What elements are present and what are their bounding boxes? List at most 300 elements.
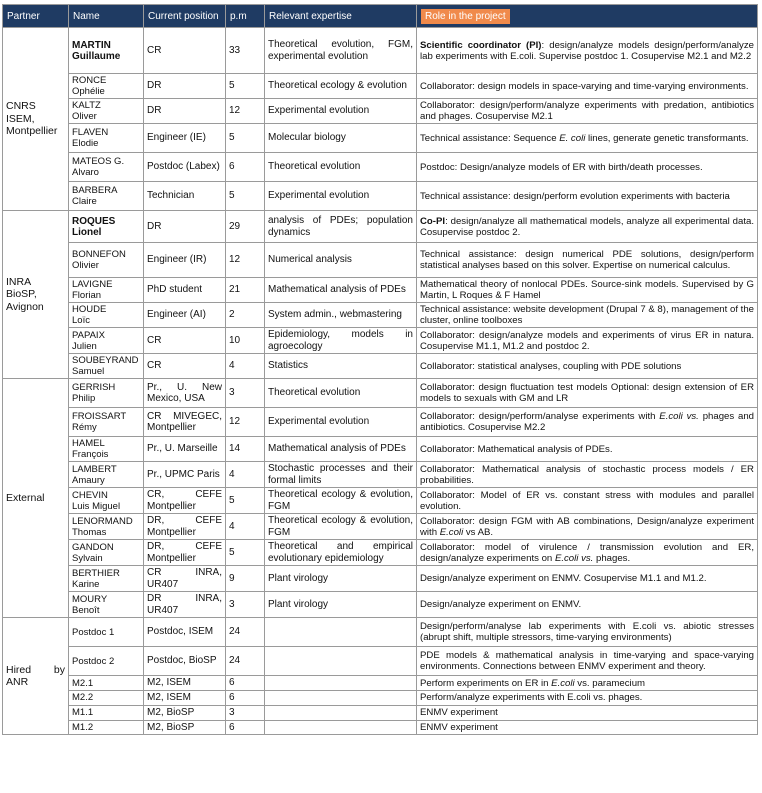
position-text: CR INRA, UR407 [147,567,222,590]
person-name: BARBERA [72,185,118,196]
role-cell [417,379,758,408]
table-row [3,28,758,74]
expertise-cell [265,28,417,74]
name-line [72,490,140,501]
name-cell [69,211,144,243]
person-name: Thomas [72,526,107,538]
role-text: ENMV experiment [420,707,498,718]
table-row [3,303,758,328]
partner-line [6,276,65,289]
name-cell [69,566,144,592]
position-cell [144,28,226,74]
role-text: Collaborator: design models in space-varying and time-varying environments. [420,80,749,92]
pm-value: 29 [229,220,241,232]
name-line [72,516,140,527]
name-line [72,330,140,341]
pm-cell [226,514,265,540]
role-text: Collaborator: design/perform/analyze experiments with predation, antibiotics and phages. Cosupervise M2.1 [420,100,754,122]
position-cell [144,462,226,488]
name-line [72,185,140,196]
position-cell [144,488,226,514]
expertise-cell [265,354,417,379]
position-cell [144,705,226,720]
pm-cell [226,379,265,408]
partner-text: Hired by [6,663,65,676]
name-line [72,678,140,689]
name-line [72,382,140,393]
expertise-cell [265,705,417,720]
pm-value: 12 [229,254,241,266]
name-line [72,579,140,590]
expertise-text: Experimental evolution [268,105,370,117]
person-name: M2.1 [72,677,94,689]
position-cell [144,153,226,182]
pm-value: 4 [229,520,235,532]
person-name: M2.2 [72,692,94,704]
person-name: François [72,449,109,460]
person-name: Luis Miguel [72,500,121,512]
position-cell [144,243,226,278]
table-row [3,540,758,566]
partner-text: Avignon [6,300,44,313]
person-name: MARTIN [72,39,111,51]
role-text: ENMV experiment [420,721,498,733]
person-name: Amaury [72,474,105,486]
expertise-text: Epidemiology, models in agroecology [268,329,413,352]
table-row [3,243,758,278]
pm-value: 5 [229,80,235,92]
pm-value: 3 [229,706,235,718]
position-cell [144,676,226,691]
expertise-cell [265,540,417,566]
person-name: Loïc [72,315,90,326]
role-cell [417,691,758,706]
name-line [72,542,140,553]
position-cell [144,691,226,706]
position-text: CR, CEFE Montpellier [147,489,222,512]
role-cell [417,303,758,328]
position-cell [144,618,226,647]
position-cell [144,379,226,408]
position-text: CR [147,44,162,56]
person-name: MOURY [72,593,108,605]
name-line [72,260,140,271]
pm-value: 21 [229,284,241,296]
table-row [3,676,758,691]
name-line [72,692,140,703]
person-name: Postdoc 1 [72,626,115,638]
position-cell [144,647,226,676]
name-line [72,527,140,538]
role-italic: E.coli [439,526,464,538]
position-cell [144,592,226,618]
expertise-text: analysis of PDEs; population dynamics [268,215,413,238]
role-cell [417,278,758,303]
person-name: Julien [72,340,97,352]
pm-cell [226,278,265,303]
expertise-cell [265,691,417,706]
cropped-title-strip [0,0,762,3]
expertise-cell [265,437,417,462]
name-line [72,51,140,62]
name-cell [69,124,144,153]
name-line [72,40,140,51]
expertise-cell [265,618,417,647]
person-name: Olivier [72,260,99,271]
pm-value: 5 [229,546,235,558]
expertise-cell [265,379,417,408]
position-text: DR, CEFE Montpellier [147,515,222,538]
name-line [72,501,140,512]
expertise-text: Theoretical ecology & evolution, FGM [268,489,413,512]
role-text: PDE models & mathematical analysis in time-varying and space-varying environments. Connections between ENMV experiment and theory. [420,650,754,672]
table-row [3,705,758,720]
position-text: CR [147,334,162,346]
pm-cell [226,720,265,735]
position-cell [144,437,226,462]
pm-value: 10 [229,334,241,346]
person-name: Alvaro [72,167,99,178]
pm-cell [226,182,265,211]
name-line [72,422,140,433]
person-name: HOUDE [72,304,107,315]
expertise-cell [265,303,417,328]
expertise-text: Statistics [268,360,309,372]
position-text: Pr., U. Marseille [147,443,218,455]
name-line [72,627,140,638]
name-line [72,605,140,616]
expertise-cell [265,647,417,676]
role-text: Design/analyze experiment on ENMV. [420,599,582,610]
table-row [3,379,758,408]
pm-value: 6 [229,161,235,173]
expertise-cell [265,676,417,691]
pm-cell [226,328,265,354]
name-line [72,707,140,718]
position-cell [144,182,226,211]
name-line [72,553,140,564]
name-line [72,449,140,460]
name-line [72,249,140,260]
person-name: LAVIGNE [72,279,113,290]
person-name: KALTZ [72,100,101,111]
name-line [72,656,140,667]
position-cell [144,408,226,437]
expertise-cell [265,278,417,303]
pm-cell [226,566,265,592]
role-text-pre: Perform experiments on ER in [420,677,552,689]
partner-cell [3,211,69,379]
partner-line [6,288,65,301]
role-cell [417,720,758,735]
person-name: LAMBERT [72,463,117,475]
header-name: Name [69,5,144,28]
person-name: HAMEL [72,438,105,449]
expertise-text: Theoretical ecology & evolution [268,80,407,92]
pm-value: 12 [229,105,241,117]
pm-cell [226,437,265,462]
partners-table [2,4,758,735]
role-lead: Scientific coordinator (PI) [420,39,542,51]
name-line [72,75,140,86]
name-cell [69,691,144,706]
pm-value: 2 [229,309,235,321]
position-cell [144,514,226,540]
position-text: PhD student [147,284,203,296]
header-row [3,5,758,28]
role-text: Technical assistance: website development (Drupal 7 & 8), management of the cluster, online toolboxes [420,304,754,326]
pm-cell [226,705,265,720]
pm-cell [226,676,265,691]
role-text-pre: Collaborator: design FGM with AB combinations, Design/analyze experiment with [420,515,754,538]
role-italic: E. coli [559,132,586,144]
role-text: Collaborator: design fluctuation test models Optional: design extension of ER models to sexuals with GM and LR [420,382,754,404]
expertise-text: Molecular biology [268,132,346,144]
table-row [3,74,758,99]
position-cell [144,99,226,124]
expertise-text: Numerical analysis [268,254,352,266]
header-position: Current position [144,5,226,28]
role-cell [417,514,758,540]
partner-text: External [6,491,45,504]
name-line [72,722,140,733]
position-cell [144,540,226,566]
person-name: Postdoc 2 [72,655,115,667]
expertise-cell [265,488,417,514]
pm-cell [226,618,265,647]
partner-text: INRA [6,275,32,288]
table-row [3,182,758,211]
person-name: FLAVEN [72,127,109,138]
name-line [72,100,140,111]
name-cell [69,153,144,182]
position-text: DR INRA, UR407 [147,593,222,616]
name-line [72,568,140,579]
table-row [3,691,758,706]
name-line [72,475,140,486]
position-text: CR MIVEGEC, Montpellier [147,410,222,433]
position-text: Pr., U. New Mexico, USA [147,381,222,404]
role-text: : design/analyze all mathematical models, analyze all experimental data. Cosupervise postdoc 2. [420,215,754,238]
expertise-cell [265,182,417,211]
pm-value: 4 [229,360,235,372]
position-cell [144,566,226,592]
name-cell [69,303,144,328]
role-italic: E.coli vs. [659,411,699,422]
role-cell [417,592,758,618]
position-cell [144,278,226,303]
name-line [72,315,140,326]
role-header-highlight: Role in the project [421,9,510,24]
role-text: Collaborator: Mathematical analysis of stochastic process models / ER probabilities. [420,463,754,486]
name-cell [69,408,144,437]
table-row [3,354,758,379]
name-cell [69,720,144,735]
name-line [72,86,140,97]
person-name: PAPAIX [72,329,105,341]
table-row [3,211,758,243]
pm-cell [226,99,265,124]
expertise-cell [265,99,417,124]
expertise-cell [265,514,417,540]
pm-cell [226,462,265,488]
person-name: ROQUES [72,215,116,227]
name-line [72,227,140,238]
position-text: DR [147,80,162,92]
role-text-pre: Technical assistance: Sequence [420,132,560,144]
header-pm: p.m [226,5,265,28]
person-name: GANDON [72,541,114,553]
person-name: RONCE [72,75,107,86]
name-cell [69,99,144,124]
partner-line [6,301,65,314]
role-text: vs AB. [463,526,494,538]
pm-cell [226,691,265,706]
expertise-cell [265,243,417,278]
position-text: M2, BioSP [147,721,195,733]
pm-value: 14 [229,443,241,455]
table-row [3,647,758,676]
role-cell [417,566,758,592]
table-row [3,514,758,540]
person-name: Karine [72,578,100,590]
position-text: M2, BioSP [147,706,195,718]
person-name: M1.1 [72,707,94,718]
role-cell [417,462,758,488]
name-line [72,341,140,352]
person-name: Florian [72,290,102,301]
pm-value: 3 [229,598,235,610]
role-cell [417,676,758,691]
person-name: Philip [72,393,96,404]
pm-cell [226,540,265,566]
pm-value: 3 [229,387,235,399]
name-cell [69,676,144,691]
pm-cell [226,74,265,99]
name-cell [69,437,144,462]
position-text: DR, CEFE Montpellier [147,541,222,564]
person-name: Rémy [72,422,97,433]
name-line [72,464,140,475]
role-cell [417,182,758,211]
expertise-cell [265,74,417,99]
role-text: Collaborator: statistical analyses, coupling with PDE solutions [420,360,682,372]
role-text: Design/analyze experiment on ENMV. Cosupervise M1.1 and M1.2. [420,573,707,584]
pm-cell [226,153,265,182]
role-text: lines, generate genetic transformants. [585,132,749,144]
pm-value: 33 [229,44,241,56]
expertise-cell [265,720,417,735]
position-text: DR [147,105,162,117]
expertise-text: System admin., webmastering [268,309,402,321]
expertise-text: Mathematical analysis of PDEs [268,284,406,296]
role-cell [417,243,758,278]
name-cell [69,647,144,676]
partner-text: CNRS [6,100,36,113]
position-cell [144,328,226,354]
pm-value: 24 [229,626,241,638]
role-text: phages. [593,552,631,564]
pm-cell [226,303,265,328]
position-text: Postdoc, ISEM [147,626,214,638]
role-text: Design/perform/analyse lab experiments with E.coli vs. abiotic stresses (abrupt shift, multiple stressors, time-varying environments) [420,621,754,643]
table-row [3,566,758,592]
pm-cell [226,592,265,618]
role-text: Technical assistance: design/perform evolution experiments with bacteria [420,190,730,202]
position-text: Postdoc (Labex) [147,161,220,173]
position-text: Technician [147,190,195,202]
name-line [72,156,140,167]
table-row [3,618,758,647]
role-text: Mathematical theory of nonlocal PDEs. Source-sink models. Supervised by G Martin, L Roques & F Hamel [420,279,754,301]
expertise-text: Theoretical ecology & evolution, FGM [268,515,413,538]
table-row [3,99,758,124]
table-body [3,28,758,735]
name-line [72,111,140,122]
pm-value: 6 [229,692,235,703]
position-text: Engineer (IR) [147,254,207,266]
expertise-cell [265,462,417,488]
table-row [3,488,758,514]
person-name: LENORMAND [72,515,133,527]
table-row [3,720,758,735]
name-cell [69,705,144,720]
pm-cell [226,28,265,74]
expertise-text: Theoretical evolution, FGM, experimental evolution [268,39,413,62]
person-name: Benoît [72,604,100,616]
person-name: Elodie [72,138,99,149]
role-cell [417,647,758,676]
expertise-text: Plant virology [268,598,329,610]
person-name: MATEOS G. [72,156,125,167]
person-name: BONNEFON [72,249,126,260]
name-line [72,594,140,605]
name-cell [69,278,144,303]
partner-line [6,113,65,126]
table-row [3,124,758,153]
role-cell [417,488,758,514]
partner-cell [3,379,69,618]
table-row [3,278,758,303]
pm-value: 12 [229,416,241,428]
role-cell [417,328,758,354]
table-row [3,437,758,462]
expertise-cell [265,328,417,354]
name-line [72,279,140,290]
name-line [72,366,140,377]
role-cell [417,705,758,720]
partner-line [6,676,65,689]
name-line [72,216,140,227]
pm-cell [226,488,265,514]
name-cell [69,488,144,514]
position-text: Postdoc, BioSP [147,655,217,667]
name-cell [69,618,144,647]
name-cell [69,592,144,618]
pm-cell [226,408,265,437]
name-cell [69,354,144,379]
partner-text: ISEM, [6,112,35,125]
pm-value: 4 [229,468,235,480]
pm-cell [226,354,265,379]
person-name: Claire [72,196,97,207]
header-expertise: Relevant expertise [265,5,417,28]
role-cell [417,408,758,437]
header-partner: Partner [3,5,69,28]
name-cell [69,28,144,74]
person-name: FROISSART [72,411,127,422]
partner-cell [3,618,69,735]
